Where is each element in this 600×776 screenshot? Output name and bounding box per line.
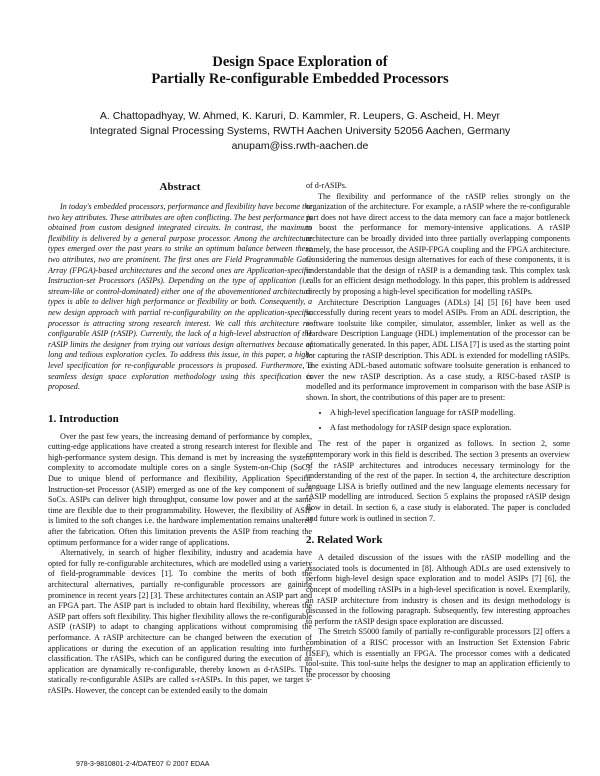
right-paragraph-1: The flexibility and performance of the rASIP relies strongly on the organization of the architecture. For example, a rASIP where the re-configurable part does not have direct access to the data memory can face a major bottleneck to boost the performance for memory-intensive applications. A rASIP architecture can be broadly divided into three partially overlapping components namely, the base processor, the ASIP-FPGA coupling and the FPGA architecture. Considering the numerous design alternatives for each of these components, it is understandable that the design of rASIP is a demanding task. This complex task calls for an efficient design methodology. In this paper, this problem is addressed directly by proposing a high-level specification for modelling rASIPs. [306,191,570,296]
paper-title-line-1: Design Space Exploration of [212,54,388,70]
contributions-list [306,407,570,433]
abstract-heading: Abstract [159,181,201,193]
author-names: A. Chattopadhyay, W. Ahmed, K. Karuri, D. Kammler, R. Leupers, G. Ascheid, H. Meyr [99,110,501,122]
author-affiliation: Integrated Signal Processing Systems, RWTH Aachen University 52056 Aachen, Germany [89,125,511,137]
intro-paragraph-1: Over the past few years, the increasing demand of performance by complex, cutting-edge applications have created a strong research interest for flexible and high-performance system design. This demand is met by increasing the system complexity to accomodate multiple cores on a single System-on-Chip (SoC). Due to unique blend of performance and flexibility, Application Specific Instruction-set Processor (ASIP) emerged as one of the key component of such SoCs. ASIPs can deliver high throughput, consume low power and at the same time are flexible due to their programmability. However, the flexibility of ASIP is limited to the soft changes i.e. the hardware implementation remains unaltered after the fabrication. Often this limitation prevents the ASIP from reaching the optimum performance for a wider range of applications. [48,431,312,547]
list-item: • A fast methodology for rASIP design space exploration. [330,422,570,433]
list-item: • A high-level specification language for rASIP modelling. [330,407,570,418]
copyright-footer: 978-3-9810801-2-4/DATE07 © 2007 EDAA [76,761,210,768]
related-work-paragraph-2: The Stretch S5000 family of partially re-configurable processors [2] offers a combination of a RISC processor with an Instruction Set Extension Fabric (ISEF), which is essentially an FPGA. The processor comes with a dedicated tool-suite. This tool-suite helps the designer to map an application efficiently to the processor by choosing [306,627,570,679]
abstract-body [48,202,312,393]
intro-paragraph-2: Alternatively, in search of higher flexibility, industry and academia have opted for fully re-configurable architectures, which are modelled using a variety of field-programmable devices [1]. To combine the merits of both the architectural alternatives, partially re-configurable processors are gaining prominence in recent years [2] [3]. These architectures contain an ASIP part and an FPGA part. The ASIP part is included to obtain hard flexibility, whereas the ASIP part offers soft flexibility. This higher flexibility allows the re-configurable ASIP (rASIP) to adapt to changing applications without compromising the performance. A rASIP architecture can be changed between the execution of applications or during the execution of an application resulting into further classification. The rASIPs, which can be configured during the execution of an application are dynamically re-configurable, thereby known as d-rASIPs. The statically re-configurable ASIPs are called s-rASIPs. In this paper, we target s-rASIPs. However, the concept can be extended easily to the domain [48,548,312,695]
author-email: anupam@iss.rwth-aachen.de [231,140,369,152]
section-heading-related-work: 2. Related Work [306,534,383,547]
right-column [306,181,570,680]
section-heading-introduction: 1. Introduction [48,412,119,425]
right-paragraph-2: Architecture Description Languages (ADLs) [4] [5] [6] have been used successfully during recent years to model ASIPs. From an ADL description, the software toolsuite like compiler, simulator, assembler, linker as well as the Hardware Description Language (HDL) implementation of the processor can be automatically generated. In this paper, ADL LISA [7] is used as the starting point for capturing the rASIP description. This ADL is extended for modelling rASIPs. The existing ADL-based automatic software toolsuite generation is enhanced to cover the new rASIP description. As a case study, a RISC-based rASIP is modelled and its performance improvement in comparison with the base ASIP is shown. In short, the contributions of this paper are to present: [306,297,570,402]
related-work-paragraph-1: A detailed discussion of the issues with the rASIP modelling and the associated tools is documented in [8]. Although ADLs are used extensively to perform high-level design space exploration and to model ASIPs [7] [6], the concept of modelling rASIPs in a high-level specification is novel. Exemplarily, an rASIP architecture from industry is chosen and its design methodology is discussed in the following paragraph. Subsequently, few interesting approaches to perform the rASIP design space exploration are discussed. [306,553,570,626]
abstract-text: In today's embedded processors, performance and flexibility have become the two key attributes. These attributes are often conflicting. The best performance is obtained from custom designed integrated circuits. In contrast, the maximum flexibility is delivered by a general purpose processor. Among the architecture types emerged over the past years to strike an optimum balance between these two attributes, two are prominent. The first ones are Field Programmable Gate Array (FPGA)-based architectures and the second ones are Application-specific Instruction-set Processors (ASIPs). Depending on the type of application (i.e. stream-like or control-dominated) either one of the abovementioned architecture types is able to deliver high performance or flexibility or both. Consequently, a new design approach with partial re-configurability on the application-specific processor is attracting strong research interest. We call this architecture re-configurable ASIP (rASIP). Currently, the lack of a high-level abstraction of the rASIP limits the designer from trying out various design alternatives because of long and tedious exploration cycles. To address this issue, in this paper, a high-level specification for re-configurable processors is proposed. Furthermore, a seamless design space exploration methodology using this specification is proposed. [48,202,312,392]
paper-title-line-2: Partially Re-configurable Embedded Processors [151,71,449,87]
left-column [48,181,312,697]
right-paragraph-3: The rest of the paper is organized as follows. In section 2, some contemporary work in this field is described. The section 3 presents an overview of the rASIP architectures and introduces necessary terminology for the understanding of the rest of the paper. In section 4, the architecture description language LISA is briefly outlined and the new language elements necessary for rASIP modelling are introduced. Section 5 explains the proposed rASIP design flow in detail. In section 6, a case study is elaborated. The paper is concluded and future work is outlined in section 7. [306,439,570,523]
right-paragraph-0: of d-rASIPs. [306,181,347,190]
